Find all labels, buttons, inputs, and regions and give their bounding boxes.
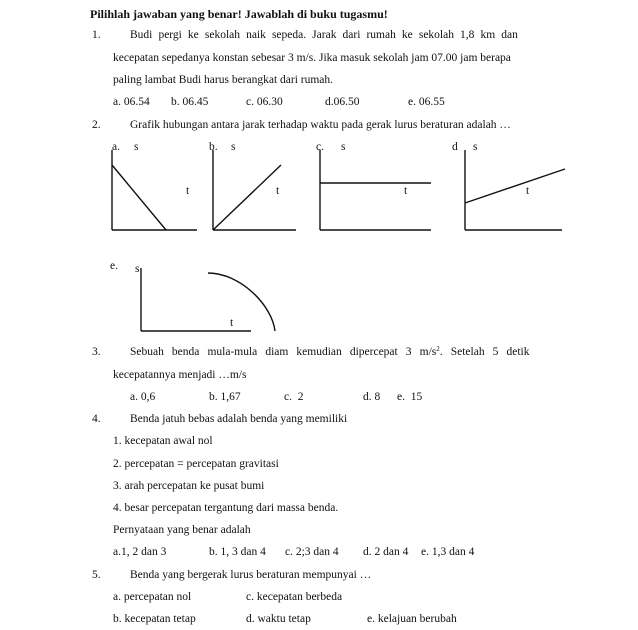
q1-number: 1. (92, 29, 101, 41)
q1-text-line3: paling lambat Budi harus berangkat dari rumah. (113, 74, 334, 86)
graph-a-t-label: t (186, 185, 190, 197)
q3-text-superscript: 2 (436, 345, 440, 353)
q3-option-c: c. 2 (284, 391, 304, 403)
graph-e-letter: e. (110, 260, 118, 272)
q5-text: Benda yang bergerak lurus beraturan mempunyai … (130, 569, 372, 581)
q4-statement-3: 3. arah percepatan ke pusat bumi (113, 480, 265, 492)
graph-c-s-label: s (341, 141, 346, 153)
q1-text-line2: kecepatan sepedanya konstan sebesar 3 m/s. Jika masuk sekolah jam 07.00 jam berapa (113, 52, 511, 64)
graph-b-plot-line (213, 165, 281, 230)
q5-number: 5. (92, 569, 101, 581)
graph-e-s-label: s (135, 263, 140, 275)
q2-text: Grafik hubungan antara jarak terhadap waktu pada gerak lurus beraturan adalah … (130, 119, 511, 131)
graph-c-letter: c. (316, 141, 324, 153)
graph-d-plot-line (465, 169, 565, 203)
graph-b-s-label: s (231, 141, 236, 153)
q5-option-d: d. waktu tetap (246, 613, 311, 625)
q4-text: Benda jatuh bebas adalah benda yang memiliki (130, 413, 348, 425)
q4-option-b: b. 1, 3 dan 4 (209, 546, 266, 558)
graph-b-letter: b. (209, 141, 218, 153)
q3-text-line2: kecepatannya menjadi …m/s (113, 369, 247, 381)
graph-b-t-label: t (276, 185, 280, 197)
q5-option-a: a. percepatan nol (113, 591, 192, 603)
q1-option-b: b. 06.45 (171, 96, 209, 108)
q1-option-d: d.06.50 (325, 96, 360, 108)
graph-a-letter: a. (112, 141, 120, 153)
graph-d-t-label: t (526, 185, 530, 197)
q4-statement-1: 1. kecepatan awal nol (113, 435, 213, 447)
q5-option-c: c. kecepatan berbeda (246, 591, 343, 603)
page-title: Pilihlah jawaban yang benar! Jawablah di buku tugasmu! (90, 7, 388, 21)
q4-number: 4. (92, 413, 101, 425)
q3-option-e: e. 15 (397, 391, 423, 403)
q3-text-part1: Sebuah benda mula-mula diam kemudian dipercepat 3 m/s (130, 346, 437, 358)
graph-d-letter: d (452, 141, 458, 153)
q5-option-e: e. kelajuan berubah (367, 613, 457, 625)
q3-text-line1 (130, 347, 529, 359)
graph-c-t-label: t (404, 185, 408, 197)
q1-option-e: e. 06.55 (408, 96, 445, 108)
q3-option-b: b. 1,67 (209, 391, 241, 403)
q5-option-b: b. kecepatan tetap (113, 613, 196, 625)
graph-a-plot-line (112, 165, 166, 230)
q1-text-line1: Budi pergi ke sekolah naik sepeda. Jarak dari rumah ke sekolah 1,8 km dan (130, 29, 518, 41)
q4-statement-4: 4. besar percepatan tergantung dari massa benda. (113, 502, 339, 514)
q1-option-c: c. 06.30 (246, 96, 283, 108)
q4-prompt: Pernyataan yang benar adalah (113, 524, 251, 536)
q4-option-a: a.1, 2 dan 3 (113, 546, 167, 558)
q3-number: 3. (92, 346, 101, 358)
q3-text-part2: . Setelah 5 detik (439, 346, 530, 358)
graph-a-s-label: s (134, 141, 139, 153)
q4-statement-2: 2. percepatan = percepatan gravitasi (113, 458, 279, 470)
q4-option-e: e. 1,3 dan 4 (421, 546, 475, 558)
q1-option-a: a. 06.54 (113, 96, 150, 108)
graph-e-plot-curve (208, 273, 275, 331)
q4-option-c: c. 2;3 dan 4 (285, 546, 339, 558)
graph-e-t-label: t (230, 317, 234, 329)
q2-number: 2. (92, 119, 101, 131)
q3-option-d: d. 8 (363, 391, 381, 403)
graph-d-s-label: s (473, 141, 478, 153)
q4-option-d: d. 2 dan 4 (363, 546, 409, 558)
q3-option-a: a. 0,6 (130, 391, 156, 403)
